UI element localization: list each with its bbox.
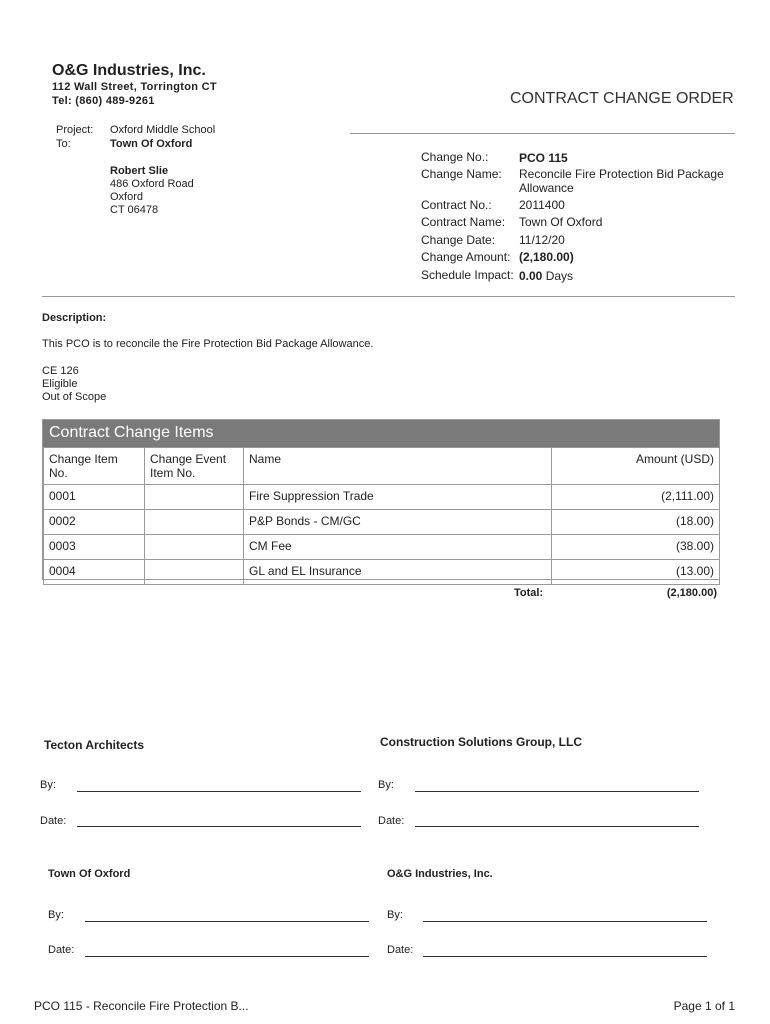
signature-org-town: Town Of Oxford [48, 868, 131, 880]
items-table [43, 447, 720, 585]
date-line[interactable] [77, 826, 361, 827]
description-text: This PCO is to reconcile the Fire Protection Bid Package Allowance. [42, 338, 374, 350]
event-no [145, 485, 244, 510]
contact-name: Robert Slie [110, 165, 169, 177]
signature-line[interactable] [85, 921, 369, 922]
signature-org-csg: Construction Solutions Group, LLC [380, 735, 582, 749]
item-amount: (2,111.00) [552, 485, 720, 510]
items-title: Contract Change Items [49, 424, 214, 441]
total-value: (2,180.00) [666, 587, 717, 599]
document-title: CONTRACT CHANGE ORDER [510, 90, 734, 107]
header-change-item-no: Change Item No. [44, 448, 145, 485]
company-name: O&G Industries, Inc. [52, 62, 206, 79]
signature-line[interactable] [423, 921, 707, 922]
signature-line[interactable] [415, 791, 699, 792]
contract-name-label: Contract Name: [421, 215, 506, 229]
table-row [44, 560, 720, 585]
section-divider [42, 296, 735, 297]
date-line[interactable] [85, 956, 369, 957]
items-header-row [44, 448, 720, 485]
header-amount: Amount (USD) [552, 448, 720, 485]
item-name: P&P Bonds - CM/GC [244, 510, 552, 535]
item-amount: (18.00) [552, 510, 720, 535]
items-title-bar [43, 420, 719, 447]
company-address: 112 Wall Street, Torrington CT [52, 81, 217, 93]
change-name-label: Change Name: [421, 167, 502, 181]
header-change-event-item-no: Change Event Item No. [145, 448, 244, 485]
header-divider [350, 133, 735, 134]
change-date-label: Change Date: [421, 233, 496, 247]
date-label: Date: [387, 944, 414, 956]
footer-document-name: PCO 115 - Reconcile Fire Protection B... [34, 999, 249, 1013]
change-amount-value: (2,180.00) [519, 250, 574, 264]
to-label: To: [56, 138, 71, 150]
schedule-impact-number: 0.00 [519, 269, 543, 283]
signature-org-og: O&G Industries, Inc. [387, 868, 493, 880]
company-phone: Tel: (860) 489-9261 [52, 95, 155, 107]
description-line-3: Out of Scope [42, 391, 107, 403]
address-line-1: 486 Oxford Road [110, 178, 194, 190]
contract-name-value: Town Of Oxford [519, 215, 603, 229]
footer-page-number: Page 1 of 1 [673, 999, 735, 1013]
project-label: Project: [56, 124, 94, 136]
table-row [44, 510, 720, 535]
item-amount: (13.00) [552, 560, 720, 585]
change-no-value: PCO 115 [519, 151, 568, 165]
date-label: Date: [40, 815, 67, 827]
address-line-2: Oxford [110, 191, 144, 203]
address-line-3: CT 06478 [110, 204, 159, 216]
item-no: 0003 [44, 535, 145, 560]
item-name: GL and EL Insurance [244, 560, 552, 585]
contract-no-value: 2011400 [519, 198, 565, 212]
header-name: Name [244, 448, 552, 485]
by-label: By: [48, 909, 64, 921]
item-name: CM Fee [244, 535, 552, 560]
date-label: Date: [378, 815, 405, 827]
event-no [145, 560, 244, 585]
description-line-2: Eligible [42, 378, 78, 390]
signature-org-tecton: Tecton Architects [44, 738, 145, 752]
date-line[interactable] [423, 956, 707, 957]
date-label: Date: [48, 944, 75, 956]
project-value: Oxford Middle School [110, 124, 216, 136]
total-label: Total: [514, 587, 544, 599]
item-no: 0002 [44, 510, 145, 535]
description-line-1: CE 126 [42, 365, 79, 377]
contract-no-label: Contract No.: [421, 198, 492, 212]
change-no-label: Change No.: [421, 150, 489, 164]
contract-change-items [42, 419, 720, 580]
event-no [145, 535, 244, 560]
signature-line[interactable] [77, 791, 361, 792]
change-name-value: Reconcile Fire Protection Bid Package Allowance [519, 167, 724, 195]
event-no [145, 510, 244, 535]
change-date-value: 11/12/20 [519, 233, 565, 247]
item-amount: (38.00) [552, 535, 720, 560]
schedule-impact-unit: Days [545, 269, 574, 283]
schedule-impact-value [519, 269, 729, 283]
item-no: 0001 [44, 485, 145, 510]
table-row [44, 485, 720, 510]
to-value: Town Of Oxford [110, 138, 193, 150]
item-no: 0004 [44, 560, 145, 585]
by-label: By: [387, 909, 403, 921]
change-amount-label: Change Amount: [421, 250, 511, 264]
schedule-impact-label: Schedule Impact: [421, 268, 514, 282]
date-line[interactable] [415, 826, 699, 827]
description-heading: Description: [42, 312, 107, 324]
item-name: Fire Suppression Trade [244, 485, 552, 510]
table-row [44, 535, 720, 560]
by-label: By: [378, 779, 394, 791]
by-label: By: [40, 779, 56, 791]
